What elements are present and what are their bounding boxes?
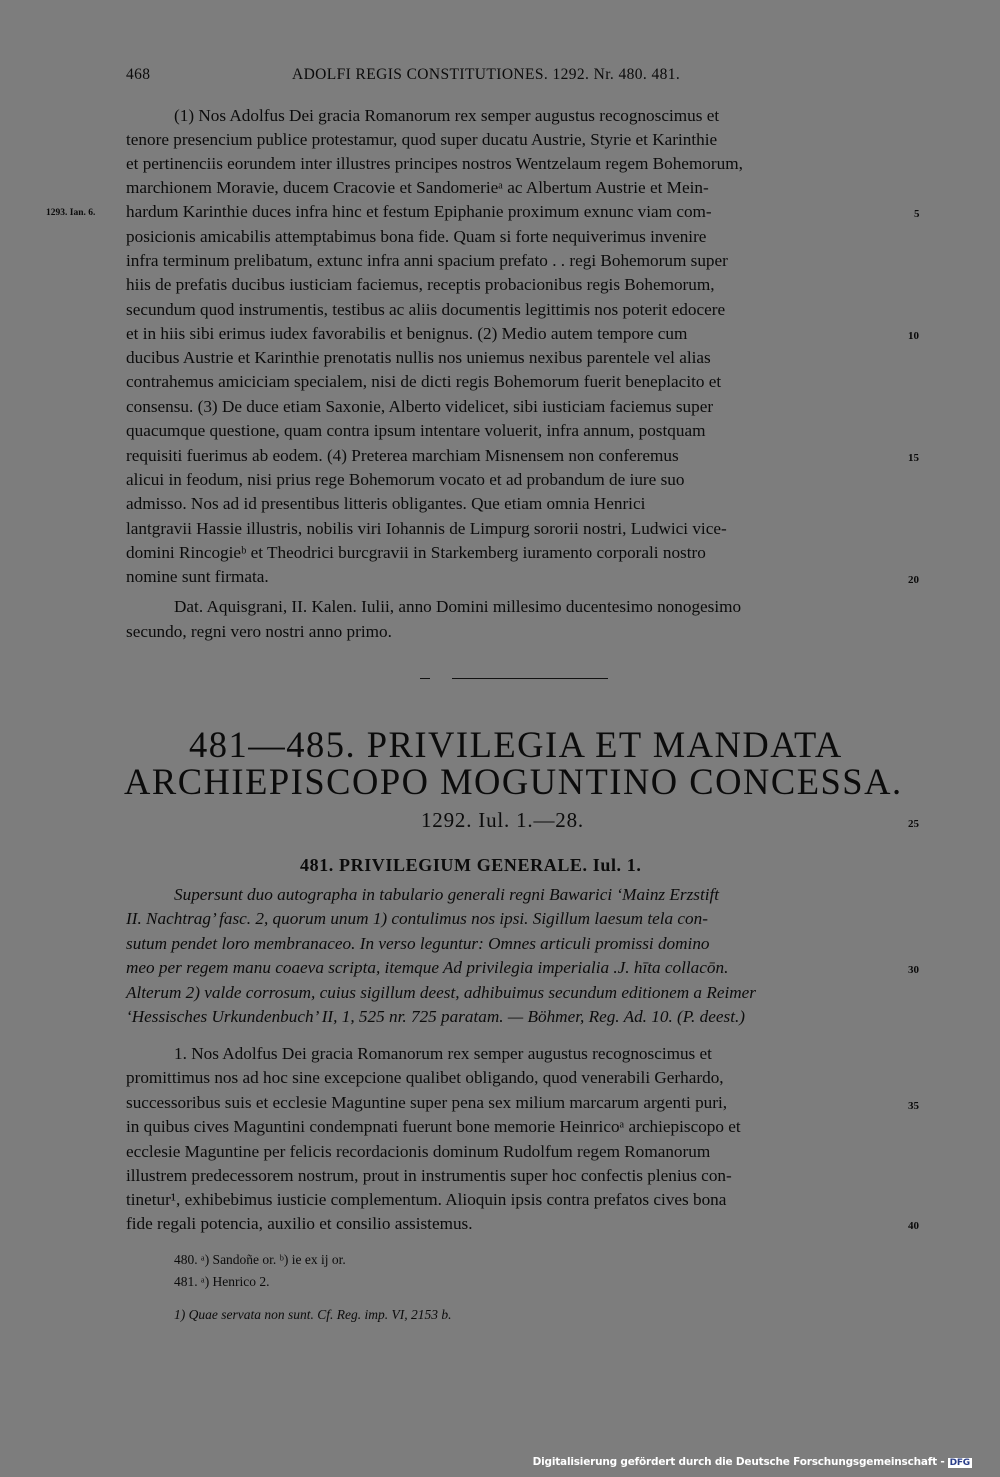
section-title-line1: 481—485. PRIVILEGIA ET MANDATA [189,724,843,765]
footnote-critical: 480. ᵃ) Sandoñe or. ᵇ) ie ex ij or. [174,1252,346,1267]
description-line: II. Nachtrag’ fasc. 2, quorum unum 1) contulimus nos ipsi. Sigillum laesum tela con- [126,909,708,928]
section-date: 1292. Iul. 1.—28. [421,808,584,832]
text-line: secundum quod instrumentis, testibus ac aliis documentis legittimis nos poterit edocere [126,300,726,319]
text-line: ecclesie Maguntine per felicis recordacionis dominum Rudolfum regem Romanorum [126,1142,711,1161]
dating-line: Dat. Aquisgrani, II. Kalen. Iulii, anno Domini millesimo ducentesimo nonogesimo [174,597,742,616]
separator-rule-fragment [420,678,430,679]
funding-footer [533,1456,972,1468]
text-line: (1) Nos Adolfus Dei gracia Romanorum rex semper augustus recognoscimus et [174,106,720,125]
separator-rule [452,678,608,679]
line-number: 5 [914,208,920,220]
text-line: promittimus nos ad hoc sine excepcione qualibet obligando, quod venerabili Gerhardo, [126,1068,724,1087]
text-line: 1. Nos Adolfus Dei gracia Romanorum rex semper augustus recognoscimus et [174,1044,712,1063]
page-number: 468 [126,66,151,83]
text-line: successoribus suis et ecclesie Maguntine super pena sex milium marcarum argenti puri, [126,1093,728,1112]
text-line: consensu. (3) De duce etiam Saxonie, Alberto videlicet, sibi iusticiam faciemus super [126,397,714,416]
text-line: fide regali potencia, auxilio et consilio assistemus. [126,1214,473,1233]
text-line: alicui in feodum, nisi prius rege Bohemorum vocato et ad probandum de iure suo [126,470,685,489]
text-line: admisso. Nos ad id presentibus litteris obligantes. Que etiam omnia Henrici [126,494,646,513]
text-line: illustrem predecessorem nostrum, prout in instrumentis super hoc confectis plenius con- [126,1166,732,1185]
text-line: tinetur¹, exhibebimus iusticie complementum. Alioquin ipsis contra prefatos cives bona [126,1190,727,1209]
line-number: 20 [908,574,919,586]
description-line: Supersunt duo autographa in tabulario generali regni Bawarici ‘Mainz Erzstift [174,885,720,904]
line-number: 10 [908,330,919,342]
text-line: lantgravii Hassie illustris, nobilis viri Iohannis de Limpurg sororii nostri, Ludwici vice- [126,519,727,538]
text-line: infra terminum prelibatum, extunc infra anni spacium prefato . . regi Bohemorum super [126,251,728,270]
description-line: ‘Hessisches Urkundenbuch’ II, 1, 525 nr. 725 paratam. — Böhmer, Reg. Ad. 10. (P. deest.) [126,1007,745,1026]
dating-line: secundo, regni vero nostri anno primo. [126,622,392,641]
text-line: contrahemus amiciciam specialem, nisi de dicti regis Bohemorum fuerit beneplacito et [126,372,722,391]
line-number: 40 [908,1220,919,1232]
text-line: marchionem Moravie, ducem Cracovie et Sandomerieᵃ ac Albertum Austrie et Mein- [126,178,709,197]
line-number: 30 [908,964,919,976]
text-line: quacumque questione, quam contra ipsum intentare voluerit, infra annum, postquam [126,421,706,440]
doc481-heading: 481. PRIVILEGIUM GENERALE. Iul. 1. [300,855,642,875]
footnote-source: 1) Quae servata non sunt. Cf. Reg. imp. VI, 2153 b. [174,1307,452,1322]
footnote-critical: 481. ᵃ) Henrico 2. [174,1274,270,1289]
funding-text: Digitalisierung gefördert durch die Deutsche Forschungsgemeinschaft - [532,1456,945,1468]
text-line: et pertinenciis eorundem inter illustres principes nostros Wentzelaum regem Bohemorum, [126,154,743,173]
line-number: 35 [908,1100,919,1112]
text-line: et in hiis sibi erimus iudex favorabilis et benignus. (2) Medio autem tempore cum [126,324,688,343]
text-line: ducibus Austrie et Karinthie prenotatis nullis nos uniemus nexibus parentele vel alias [126,348,711,367]
line-number: 25 [908,818,919,830]
text-line: in quibus cives Maguntini condempnati fuerunt bone memorie Heinricoᵃ archiepiscopo et [126,1117,741,1136]
dfg-logo: DFG [949,1458,970,1468]
text-line: requisiti fuerimus ab eodem. (4) Preterea marchiam Misnensem non conferemus [126,446,679,465]
description-line: Alterum 2) valde corrosum, cuius sigillum deest, adhibuimus secundum editionem a Reimer [126,983,756,1002]
description-line: sutum pendet loro membranaceo. In verso leguntur: Omnes articuli promissi domino [126,934,710,953]
text-line: tenore presencium publice protestamur, quod super ducatu Austrie, Styrie et Karinthie [126,130,718,149]
text-line: hiis de prefatis ducibus iusticiam faciemus, receptis probacionibus regis Bohemorum, [126,275,715,294]
text-line: domini Rincogieᵇ et Theodrici burcgravii in Starkemberg iuramento corporali nostro [126,543,706,562]
description-line: meo per regem manu coaeva scripta, itemque Ad privilegia imperialia .J. hīta collacōn. [126,958,729,977]
text-line: posicionis amicabilis attemptabimus bona fide. Quam si forte nequiverimus invenire [126,227,707,246]
text-line: nomine sunt firmata. [126,567,269,586]
line-number: 15 [908,452,919,464]
text-line: hardum Karinthie duces infra hinc et festum Epiphanie proximum exnunc viam com- [126,202,712,221]
section-title-line2: ARCHIEPISCOPO MOGUNTINO CONCESSA. [124,761,903,802]
running-title: ADOLFI REGIS CONSTITUTIONES. 1292. Nr. 480. 481. [292,66,681,83]
margin-date: 1293. Ian. 6. [46,208,96,218]
